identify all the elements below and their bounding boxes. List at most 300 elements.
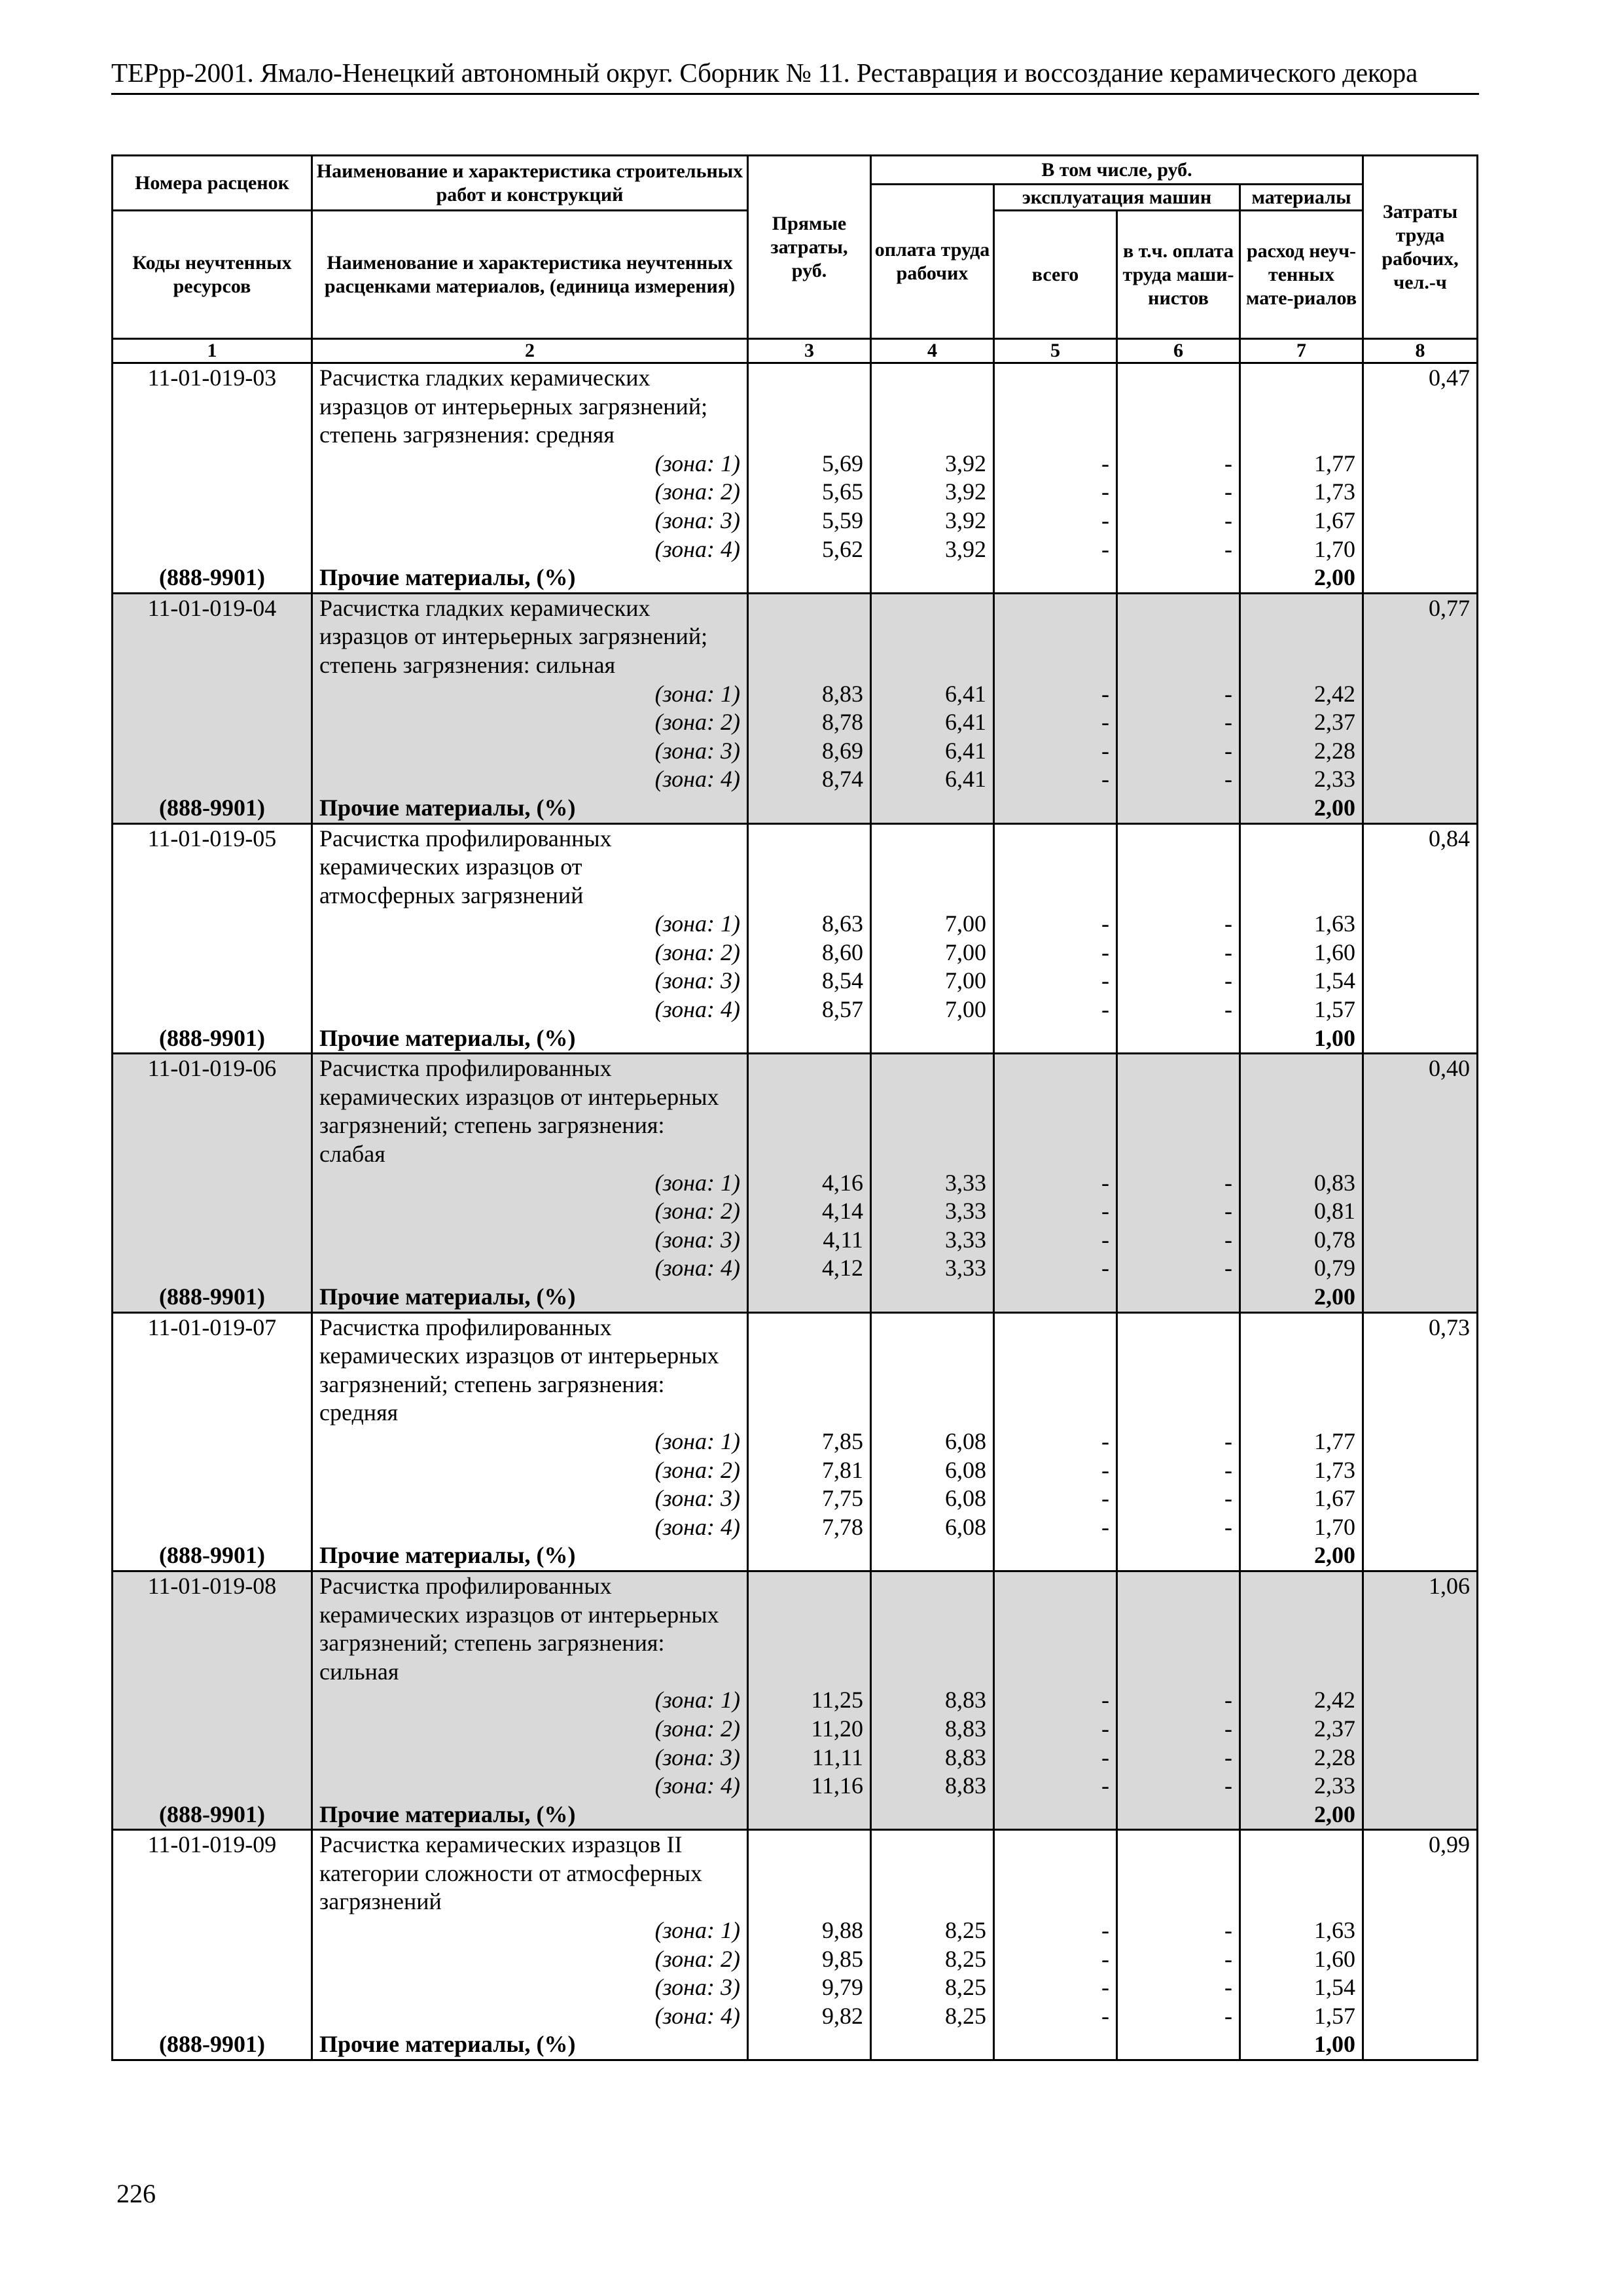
empty-cell bbox=[1363, 1024, 1478, 1054]
direct-costs: 8,74 bbox=[748, 765, 871, 794]
empty-cell bbox=[748, 1024, 871, 1054]
rate-description-row bbox=[113, 1111, 1478, 1140]
empty-cell bbox=[1363, 1456, 1478, 1485]
rate-description: Расчистка профилированных bbox=[312, 1054, 748, 1083]
empty-cell bbox=[1240, 1399, 1363, 1427]
empty-cell bbox=[994, 363, 1117, 393]
empty-cell bbox=[113, 1111, 312, 1140]
zone-row bbox=[113, 1226, 1478, 1255]
worker-wages: 6,08 bbox=[871, 1456, 994, 1485]
empty-cell bbox=[1117, 622, 1240, 651]
empty-cell bbox=[748, 1054, 871, 1083]
empty-cell bbox=[113, 622, 312, 651]
rate-code: 11-01-019-09 bbox=[113, 1830, 312, 1859]
empty-cell bbox=[1240, 1571, 1363, 1600]
empty-cell bbox=[113, 853, 312, 882]
empty-cell bbox=[113, 1744, 312, 1772]
empty-cell bbox=[1363, 421, 1478, 450]
direct-costs: 5,59 bbox=[748, 507, 871, 535]
materials-consumption: 1,63 bbox=[1240, 910, 1363, 939]
empty-cell bbox=[1117, 1342, 1240, 1371]
rate-row bbox=[113, 363, 1478, 393]
empty-cell bbox=[113, 1888, 312, 1916]
empty-cell bbox=[871, 1083, 994, 1112]
empty-cell bbox=[1363, 564, 1478, 593]
zone-label: (зона: 1) bbox=[312, 1169, 748, 1198]
zone-row bbox=[113, 680, 1478, 709]
header-resource-codes: Коды неучтенных ресурсов bbox=[113, 211, 312, 339]
empty-cell bbox=[113, 1456, 312, 1485]
empty-cell bbox=[994, 1629, 1117, 1658]
rate-row bbox=[113, 1571, 1478, 1600]
worker-wages: 8,25 bbox=[871, 1916, 994, 1945]
empty-cell bbox=[994, 421, 1117, 450]
materials-consumption: 1,67 bbox=[1240, 1484, 1363, 1513]
empty-cell bbox=[113, 1342, 312, 1371]
col-number: 4 bbox=[871, 339, 994, 363]
empty-cell bbox=[1117, 421, 1240, 450]
materials-consumption: 0,81 bbox=[1240, 1197, 1363, 1226]
empty-cell bbox=[1240, 823, 1363, 853]
empty-cell bbox=[994, 882, 1117, 910]
empty-cell bbox=[1363, 1916, 1478, 1945]
empty-cell bbox=[994, 651, 1117, 680]
zone-row bbox=[113, 1169, 1478, 1198]
empty-cell bbox=[1117, 823, 1240, 853]
empty-cell bbox=[113, 1513, 312, 1542]
worker-wages: 7,00 bbox=[871, 910, 994, 939]
empty-cell bbox=[1363, 882, 1478, 910]
empty-cell bbox=[1363, 708, 1478, 737]
materials-consumption: 0,79 bbox=[1240, 1254, 1363, 1283]
zone-label: (зона: 2) bbox=[312, 708, 748, 737]
zone-row bbox=[113, 2002, 1478, 2031]
direct-costs: 7,75 bbox=[748, 1484, 871, 1513]
materials-consumption: 1,73 bbox=[1240, 478, 1363, 507]
zone-label: (зона: 4) bbox=[312, 535, 748, 564]
zone-row bbox=[113, 535, 1478, 564]
other-materials-value: 2,00 bbox=[1240, 1801, 1363, 1830]
worker-wages: 6,41 bbox=[871, 765, 994, 794]
rate-description-row bbox=[113, 1888, 1478, 1916]
empty-cell bbox=[1363, 535, 1478, 564]
empty-cell bbox=[871, 1024, 994, 1054]
rate-row bbox=[113, 593, 1478, 622]
zone-row bbox=[113, 765, 1478, 794]
empty-cell bbox=[994, 1371, 1117, 1399]
empty-cell bbox=[1117, 1399, 1240, 1427]
rate-code: 11-01-019-07 bbox=[113, 1312, 312, 1342]
empty-cell bbox=[1363, 680, 1478, 709]
zone-label: (зона: 2) bbox=[312, 1197, 748, 1226]
worker-wages: 8,25 bbox=[871, 1973, 994, 2002]
empty-cell bbox=[871, 593, 994, 622]
worker-wages: 6,08 bbox=[871, 1484, 994, 1513]
empty-cell bbox=[871, 1888, 994, 1916]
machinist-wages: - bbox=[1117, 1916, 1240, 1945]
empty-cell bbox=[1363, 1629, 1478, 1658]
empty-cell bbox=[1117, 1629, 1240, 1658]
zone-row bbox=[113, 1916, 1478, 1945]
materials-consumption: 1,57 bbox=[1240, 2002, 1363, 2031]
empty-cell bbox=[113, 1601, 312, 1630]
empty-cell bbox=[871, 1283, 994, 1312]
empty-cell bbox=[748, 1283, 871, 1312]
empty-cell bbox=[1363, 393, 1478, 422]
direct-costs: 8,57 bbox=[748, 996, 871, 1024]
empty-cell bbox=[871, 1399, 994, 1427]
empty-cell bbox=[113, 737, 312, 766]
rate-description-row bbox=[113, 1658, 1478, 1687]
empty-cell bbox=[1117, 1601, 1240, 1630]
machines-total: - bbox=[994, 680, 1117, 709]
rate-description: изразцов от интерьерных загрязнений; bbox=[312, 393, 748, 422]
rate-description: керамических изразцов от интерьерных bbox=[312, 1083, 748, 1112]
empty-cell bbox=[748, 1888, 871, 1916]
zone-label: (зона: 4) bbox=[312, 2002, 748, 2031]
empty-cell bbox=[871, 882, 994, 910]
materials-consumption: 2,37 bbox=[1240, 1715, 1363, 1744]
empty-cell bbox=[1363, 1772, 1478, 1801]
machines-total: - bbox=[994, 450, 1117, 478]
rate-code: 11-01-019-06 bbox=[113, 1054, 312, 1083]
empty-cell bbox=[1240, 853, 1363, 882]
table-header bbox=[113, 156, 1478, 363]
rate-description-row bbox=[113, 1601, 1478, 1630]
direct-costs: 5,62 bbox=[748, 535, 871, 564]
empty-cell bbox=[1240, 882, 1363, 910]
empty-cell bbox=[1363, 1484, 1478, 1513]
empty-cell bbox=[1240, 593, 1363, 622]
resource-code: (888-9901) bbox=[113, 1024, 312, 1054]
empty-cell bbox=[113, 939, 312, 967]
rate-description-row bbox=[113, 1140, 1478, 1169]
empty-cell bbox=[1117, 593, 1240, 622]
machinist-wages: - bbox=[1117, 996, 1240, 1024]
empty-cell bbox=[113, 910, 312, 939]
rate-description-row bbox=[113, 421, 1478, 450]
empty-cell bbox=[1363, 765, 1478, 794]
rate-description: Расчистка гладких керамических bbox=[312, 363, 748, 393]
worker-wages: 8,25 bbox=[871, 2002, 994, 2031]
empty-cell bbox=[113, 1945, 312, 1974]
empty-cell bbox=[1117, 1371, 1240, 1399]
materials-consumption: 2,42 bbox=[1240, 1686, 1363, 1715]
other-materials-value: 2,00 bbox=[1240, 1541, 1363, 1571]
direct-costs: 8,83 bbox=[748, 680, 871, 709]
empty-cell bbox=[748, 1083, 871, 1112]
other-materials-label: Прочие материалы, (%) bbox=[312, 564, 748, 593]
empty-cell bbox=[748, 1111, 871, 1140]
empty-cell bbox=[113, 967, 312, 996]
empty-cell bbox=[1240, 651, 1363, 680]
empty-cell bbox=[113, 1658, 312, 1687]
labor-costs: 0,84 bbox=[1363, 823, 1478, 853]
rate-description-row bbox=[113, 1342, 1478, 1371]
machines-total: - bbox=[994, 1254, 1117, 1283]
empty-cell bbox=[871, 1601, 994, 1630]
empty-cell bbox=[1117, 1283, 1240, 1312]
rate-description-row bbox=[113, 1371, 1478, 1399]
empty-cell bbox=[1363, 1973, 1478, 2002]
materials-consumption: 2,37 bbox=[1240, 708, 1363, 737]
empty-cell bbox=[1240, 393, 1363, 422]
zone-row bbox=[113, 1197, 1478, 1226]
rate-row bbox=[113, 1312, 1478, 1342]
zone-label: (зона: 1) bbox=[312, 1427, 748, 1456]
empty-cell bbox=[113, 765, 312, 794]
empty-cell bbox=[1363, 1371, 1478, 1399]
rate-description: степень загрязнения: сильная bbox=[312, 651, 748, 680]
empty-cell bbox=[994, 1111, 1117, 1140]
header-material-name: Наименование и характеристика неучтенных расценками материалов, (единица измерения) bbox=[312, 211, 748, 339]
zone-row bbox=[113, 1456, 1478, 1485]
empty-cell bbox=[1363, 450, 1478, 478]
empty-cell bbox=[1363, 2002, 1478, 2031]
zone-label: (зона: 4) bbox=[312, 765, 748, 794]
materials-consumption: 1,60 bbox=[1240, 939, 1363, 967]
other-materials-label: Прочие материалы, (%) bbox=[312, 1801, 748, 1830]
machinist-wages: - bbox=[1117, 1945, 1240, 1974]
empty-cell bbox=[748, 1801, 871, 1830]
empty-cell bbox=[748, 421, 871, 450]
direct-costs: 8,60 bbox=[748, 939, 871, 967]
machinist-wages: - bbox=[1117, 910, 1240, 939]
empty-cell bbox=[1363, 967, 1478, 996]
empty-cell bbox=[994, 853, 1117, 882]
empty-cell bbox=[113, 2002, 312, 2031]
empty-cell bbox=[748, 622, 871, 651]
empty-cell bbox=[748, 593, 871, 622]
empty-cell bbox=[748, 1571, 871, 1600]
machines-total: - bbox=[994, 1169, 1117, 1198]
machines-total: - bbox=[994, 1686, 1117, 1715]
empty-cell bbox=[113, 1399, 312, 1427]
materials-consumption: 1,70 bbox=[1240, 535, 1363, 564]
resource-code: (888-9901) bbox=[113, 1801, 312, 1830]
rate-description-row bbox=[113, 1083, 1478, 1112]
empty-cell bbox=[871, 2030, 994, 2060]
rates-table bbox=[111, 154, 1478, 2061]
empty-cell bbox=[994, 1283, 1117, 1312]
empty-cell bbox=[748, 1658, 871, 1687]
machines-total: - bbox=[994, 939, 1117, 967]
other-materials-value: 1,00 bbox=[1240, 2030, 1363, 2060]
empty-cell bbox=[994, 1312, 1117, 1342]
rate-description: степень загрязнения: средняя bbox=[312, 421, 748, 450]
machines-total: - bbox=[994, 1715, 1117, 1744]
machines-total: - bbox=[994, 535, 1117, 564]
empty-cell bbox=[113, 507, 312, 535]
col-number: 2 bbox=[312, 339, 748, 363]
col-number: 6 bbox=[1117, 339, 1240, 363]
empty-cell bbox=[1117, 1658, 1240, 1687]
rate-code: 11-01-019-08 bbox=[113, 1571, 312, 1600]
empty-cell bbox=[1117, 2030, 1240, 2060]
labor-costs: 1,06 bbox=[1363, 1571, 1478, 1600]
zone-row bbox=[113, 1945, 1478, 1974]
zone-label: (зона: 3) bbox=[312, 1973, 748, 2002]
empty-cell bbox=[113, 1629, 312, 1658]
zone-row bbox=[113, 939, 1478, 967]
empty-cell bbox=[1363, 1283, 1478, 1312]
empty-cell bbox=[1117, 651, 1240, 680]
empty-cell bbox=[1363, 1744, 1478, 1772]
empty-cell bbox=[1117, 1541, 1240, 1571]
empty-cell bbox=[994, 1342, 1117, 1371]
rate-description: Расчистка гладких керамических bbox=[312, 593, 748, 622]
zone-label: (зона: 1) bbox=[312, 910, 748, 939]
direct-costs: 8,69 bbox=[748, 737, 871, 766]
worker-wages: 3,33 bbox=[871, 1226, 994, 1255]
zone-row bbox=[113, 1254, 1478, 1283]
empty-cell bbox=[1240, 622, 1363, 651]
machines-total: - bbox=[994, 1744, 1117, 1772]
empty-cell bbox=[1363, 996, 1478, 1024]
machinist-wages: - bbox=[1117, 680, 1240, 709]
other-materials-label: Прочие материалы, (%) bbox=[312, 1283, 748, 1312]
empty-cell bbox=[113, 1973, 312, 2002]
empty-cell bbox=[113, 1686, 312, 1715]
other-materials-value: 2,00 bbox=[1240, 1283, 1363, 1312]
machinist-wages: - bbox=[1117, 1169, 1240, 1198]
empty-cell bbox=[1363, 1601, 1478, 1630]
zone-row bbox=[113, 1744, 1478, 1772]
empty-cell bbox=[748, 882, 871, 910]
empty-cell bbox=[113, 1083, 312, 1112]
labor-costs: 0,47 bbox=[1363, 363, 1478, 393]
worker-wages: 7,00 bbox=[871, 939, 994, 967]
zone-label: (зона: 2) bbox=[312, 1456, 748, 1485]
machines-total: - bbox=[994, 1772, 1117, 1801]
empty-cell bbox=[113, 1772, 312, 1801]
empty-cell bbox=[1117, 393, 1240, 422]
empty-cell bbox=[1117, 853, 1240, 882]
machinist-wages: - bbox=[1117, 939, 1240, 967]
col-number: 7 bbox=[1240, 339, 1363, 363]
empty-cell bbox=[1240, 421, 1363, 450]
direct-costs: 5,65 bbox=[748, 478, 871, 507]
empty-cell bbox=[994, 1541, 1117, 1571]
zone-label: (зона: 3) bbox=[312, 507, 748, 535]
empty-cell bbox=[1363, 1226, 1478, 1255]
empty-cell bbox=[994, 1830, 1117, 1859]
empty-cell bbox=[871, 393, 994, 422]
empty-cell bbox=[1363, 1197, 1478, 1226]
materials-consumption: 1,73 bbox=[1240, 1456, 1363, 1485]
materials-consumption: 2,42 bbox=[1240, 680, 1363, 709]
machines-total: - bbox=[994, 1513, 1117, 1542]
rate-description-row bbox=[113, 651, 1478, 680]
empty-cell bbox=[1363, 1427, 1478, 1456]
rate-description: атмосферных загрязнений bbox=[312, 882, 748, 910]
empty-cell bbox=[113, 1859, 312, 1888]
empty-cell bbox=[1117, 882, 1240, 910]
empty-cell bbox=[994, 593, 1117, 622]
machinist-wages: - bbox=[1117, 1226, 1240, 1255]
empty-cell bbox=[994, 1083, 1117, 1112]
header-worker-wages: оплата труда рабочих bbox=[871, 185, 994, 339]
direct-costs: 7,78 bbox=[748, 1513, 871, 1542]
zone-label: (зона: 2) bbox=[312, 939, 748, 967]
header-machinist-wages: в т.ч. оплата труда маши-нистов bbox=[1117, 211, 1240, 339]
worker-wages: 7,00 bbox=[871, 996, 994, 1024]
empty-cell bbox=[1363, 1945, 1478, 1974]
page-header-title: ТЕРрр-2001. Ямало-Ненецкий автономный округ. Сборник № 11. Реставрация и воссоздание керамического декора bbox=[111, 58, 1418, 88]
labor-costs: 0,99 bbox=[1363, 1830, 1478, 1859]
empty-cell bbox=[748, 393, 871, 422]
empty-cell bbox=[1363, 1859, 1478, 1888]
worker-wages: 3,33 bbox=[871, 1254, 994, 1283]
col-number: 1 bbox=[113, 339, 312, 363]
empty-cell bbox=[871, 1541, 994, 1571]
materials-consumption: 1,60 bbox=[1240, 1945, 1363, 1974]
empty-cell bbox=[1363, 1140, 1478, 1169]
empty-cell bbox=[1117, 1312, 1240, 1342]
other-materials-value: 2,00 bbox=[1240, 564, 1363, 593]
header-work-name: Наименование и характеристика строительных работ и конструкций bbox=[312, 156, 748, 211]
machinist-wages: - bbox=[1117, 1772, 1240, 1801]
rate-description: Расчистка керамических изразцов II bbox=[312, 1830, 748, 1859]
machinist-wages: - bbox=[1117, 1427, 1240, 1456]
empty-cell bbox=[871, 1342, 994, 1371]
zone-row bbox=[113, 450, 1478, 478]
zone-row bbox=[113, 1513, 1478, 1542]
other-materials-row bbox=[113, 1024, 1478, 1054]
machines-total: - bbox=[994, 2002, 1117, 2031]
materials-consumption: 2,33 bbox=[1240, 1772, 1363, 1801]
empty-cell bbox=[871, 363, 994, 393]
zone-label: (зона: 4) bbox=[312, 996, 748, 1024]
materials-consumption: 0,78 bbox=[1240, 1226, 1363, 1255]
worker-wages: 8,83 bbox=[871, 1744, 994, 1772]
empty-cell bbox=[1363, 507, 1478, 535]
rate-description: керамических изразцов от интерьерных bbox=[312, 1342, 748, 1371]
table-body bbox=[113, 363, 1478, 2060]
worker-wages: 7,00 bbox=[871, 967, 994, 996]
empty-cell bbox=[871, 1658, 994, 1687]
rate-code: 11-01-019-03 bbox=[113, 363, 312, 393]
empty-cell bbox=[113, 1427, 312, 1456]
empty-cell bbox=[1240, 1371, 1363, 1399]
empty-cell bbox=[1117, 1801, 1240, 1830]
empty-cell bbox=[113, 651, 312, 680]
rate-description-row bbox=[113, 1399, 1478, 1427]
rate-description-row bbox=[113, 853, 1478, 882]
empty-cell bbox=[113, 1169, 312, 1198]
machines-total: - bbox=[994, 1197, 1117, 1226]
machinist-wages: - bbox=[1117, 708, 1240, 737]
zone-label: (зона: 3) bbox=[312, 737, 748, 766]
worker-wages: 6,08 bbox=[871, 1513, 994, 1542]
empty-cell bbox=[994, 794, 1117, 823]
other-materials-row bbox=[113, 1541, 1478, 1571]
direct-costs: 5,69 bbox=[748, 450, 871, 478]
rate-description: загрязнений; степень загрязнения: bbox=[312, 1111, 748, 1140]
direct-costs: 11,20 bbox=[748, 1715, 871, 1744]
zone-row bbox=[113, 910, 1478, 939]
empty-cell bbox=[871, 1830, 994, 1859]
rate-description: Расчистка профилированных bbox=[312, 1571, 748, 1600]
header-machines-group: эксплуатация машин bbox=[994, 185, 1240, 211]
direct-costs: 7,81 bbox=[748, 1456, 871, 1485]
empty-cell bbox=[113, 996, 312, 1024]
zone-label: (зона: 3) bbox=[312, 967, 748, 996]
machines-total: - bbox=[994, 1916, 1117, 1945]
empty-cell bbox=[748, 823, 871, 853]
direct-costs: 4,11 bbox=[748, 1226, 871, 1255]
empty-cell bbox=[871, 794, 994, 823]
